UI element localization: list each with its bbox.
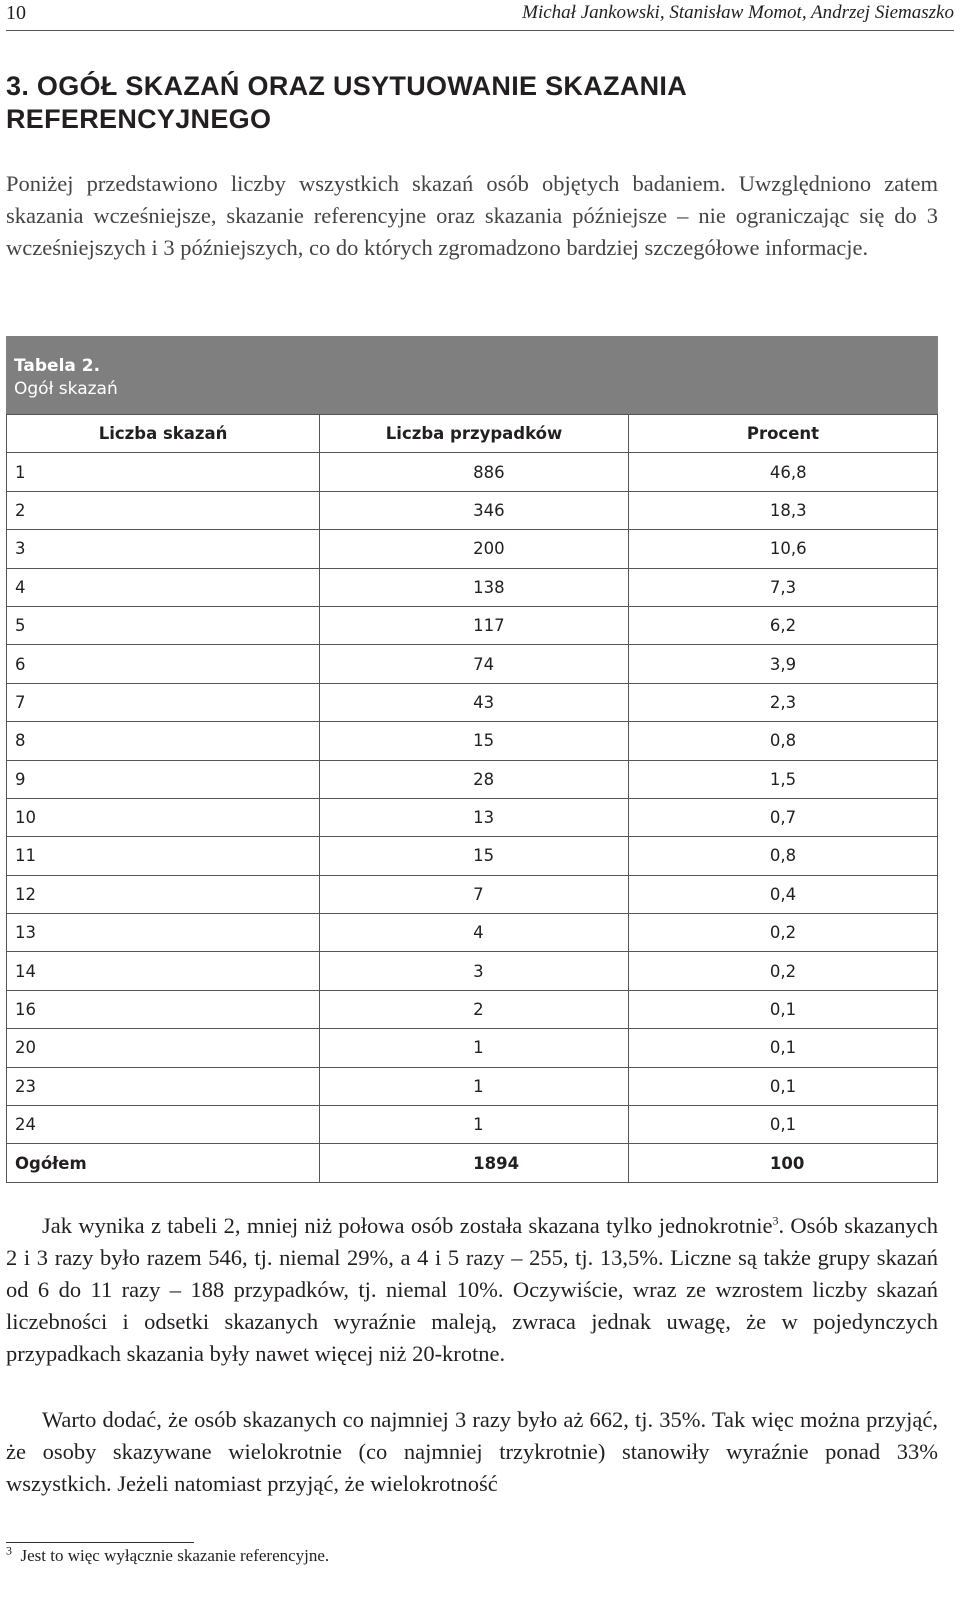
cell-liczba-skazan: 20: [7, 1029, 320, 1067]
cell-procent: [628, 683, 937, 721]
cell-liczba-przypadkow-value: 346: [473, 500, 505, 520]
cell-liczba-przypadkow: [320, 645, 629, 683]
cell-liczba-skazan: 6: [7, 645, 320, 683]
cell-liczba-skazan: 8: [7, 722, 320, 760]
cell-procent: [628, 722, 937, 760]
footnote-ref: 3: [772, 1213, 779, 1228]
cell-liczba-przypadkow: [320, 453, 629, 491]
cell-liczba-skazan: 24: [7, 1106, 320, 1144]
cell-liczba-przypadkow: [320, 683, 629, 721]
body-paragraph-2: Warto dodać, że osób skazanych co najmniej 3 razy było aż 662, tj. 35%. Tak więc można przyjąć, że osoby skazywane wielokrotnie (co najmniej trzykrotnie) stanowiły wyraźnie ponad 33% wszystkich. Jeżeli natomiast przyjąć, że wielokrotność: [6, 1407, 938, 1496]
cell-liczba-skazan: 12: [7, 875, 320, 913]
section-title-line-1: 3. OGÓŁ SKAZAŃ ORAZ USYTUOWANIE SKAZANIA: [6, 71, 688, 101]
cell-procent-value: 0,1: [769, 1000, 797, 1020]
cell-liczba-przypadkow-value: 7: [473, 884, 484, 904]
table-row: [7, 798, 938, 836]
table-total-row: [7, 1144, 938, 1182]
cell-procent-value: 0,1: [769, 1038, 797, 1058]
table-caption: [6, 336, 938, 414]
table-row: [7, 837, 938, 875]
cell-liczba-przypadkow: [320, 606, 629, 644]
section-title-line-2: REFERENCYJNEGO: [6, 104, 272, 134]
data-table: [6, 414, 938, 1183]
cell-procent-value: 7,3: [769, 577, 797, 597]
cell-procent: [628, 914, 937, 952]
footnote: [6, 1543, 330, 1566]
cell-liczba-przypadkow: [320, 1029, 629, 1067]
cell-liczba-skazan: 10: [7, 798, 320, 836]
cell-liczba-skazan: 5: [7, 606, 320, 644]
cell-liczba-skazan: 13: [7, 914, 320, 952]
table-row: [7, 760, 938, 798]
page-header: [6, 0, 954, 31]
cell-liczba-przypadkow: [320, 1106, 629, 1144]
cell-liczba-skazan: 7: [7, 683, 320, 721]
table-label: Tabela 2.: [14, 356, 101, 376]
cell-liczba-przypadkow-value: 1: [473, 1115, 484, 1135]
footnote-mark: 3: [6, 1543, 12, 1558]
cell-liczba-przypadkow-value: 4: [473, 923, 484, 943]
section-title: [6, 70, 936, 136]
cell-liczba-przypadkow-value: 117: [473, 616, 505, 636]
table-row: [7, 683, 938, 721]
cell-liczba-przypadkow-value: 28: [473, 769, 495, 789]
cell-liczba-przypadkow-value: 43: [473, 692, 495, 712]
footnote-rule: [6, 1542, 194, 1543]
cell-procent-value: 0,1: [769, 1115, 797, 1135]
cell-liczba-skazan: 14: [7, 952, 320, 990]
table-row: [7, 952, 938, 990]
body-p1-text-b: . Osób skazanych 2 i 3 razy było razem 546, tj. niemal 29%, a 4 i 5 razy – 255, tj. 13,5%. Liczne są także grupy skazań od 6 do 11 razy – 188 przypadków, tj. niemal 10%. Oczywiście, wraz ze wzrostem liczby skazań liczebności i odsetki skazanych wyraźnie maleją, zwraca jednak uwagę, że w pojedynczych przypadkach skazania były nawet więcej niż 20-krotne.: [6, 1213, 938, 1366]
table-row: [7, 1067, 938, 1105]
cell-liczba-przypadkow-value: 886: [473, 462, 505, 482]
table-row: [7, 1106, 938, 1144]
body-paragraph-1: [6, 1210, 938, 1370]
cell-liczba-przypadkow: [320, 1144, 629, 1182]
table-row: [7, 606, 938, 644]
cell-liczba-przypadkow-value: 3: [473, 961, 484, 981]
table-row: [7, 530, 938, 568]
cell-procent: [628, 1029, 937, 1067]
cell-liczba-przypadkow: [320, 491, 629, 529]
cell-liczba-przypadkow: [320, 530, 629, 568]
header-procent: Procent: [628, 415, 937, 453]
cell-liczba-przypadkow: [320, 798, 629, 836]
cell-liczba-przypadkow: [320, 875, 629, 913]
cell-liczba-skazan: 2: [7, 491, 320, 529]
cell-liczba-skazan: 9: [7, 760, 320, 798]
cell-procent: [628, 1144, 937, 1182]
cell-liczba-przypadkow-value: 15: [473, 731, 495, 751]
cell-procent-value: 1,5: [769, 769, 797, 789]
intro-paragraph: Poniżej przedstawiono liczby wszystkich skazań osób objętych badaniem. Uwzględniono zatem skazania wcześniejsze, skazanie referencyjne oraz skazania późniejsze – nie ograniczając się do 3 wcześniejszych i 3 późniejszych, co do których zgromadzono bardziej szczegółowe informacje.: [6, 171, 938, 260]
header-liczba-skazan: Liczba skazań: [7, 415, 320, 453]
cell-procent-value: 2,3: [769, 692, 797, 712]
cell-procent: [628, 606, 937, 644]
cell-liczba-przypadkow-value: 74: [473, 654, 495, 674]
cell-procent: [628, 1106, 937, 1144]
table-row: [7, 1029, 938, 1067]
cell-procent: [628, 760, 937, 798]
table-body: [7, 453, 938, 1182]
cell-procent-value: 0,7: [769, 808, 797, 828]
table-title: Ogół skazań: [14, 379, 118, 399]
table-row: [7, 491, 938, 529]
cell-liczba-przypadkow: [320, 760, 629, 798]
table-row: [7, 990, 938, 1028]
cell-procent: [628, 837, 937, 875]
cell-procent-value: 0,1: [769, 1076, 797, 1096]
table-row: [7, 875, 938, 913]
header-liczba-przypadkow: Liczba przypadków: [320, 415, 629, 453]
cell-liczba-przypadkow: [320, 914, 629, 952]
cell-liczba-przypadkow: [320, 952, 629, 990]
cell-procent: [628, 530, 937, 568]
cell-procent: [628, 798, 937, 836]
cell-procent: [628, 491, 937, 529]
cell-liczba-skazan: 23: [7, 1067, 320, 1105]
cell-liczba-przypadkow: [320, 837, 629, 875]
cell-procent: [628, 453, 937, 491]
cell-liczba-przypadkow-value: 1: [473, 1076, 484, 1096]
cell-procent-value: 0,2: [769, 961, 797, 981]
cell-liczba-przypadkow-value: 200: [473, 539, 505, 559]
cell-procent-value: 0,8: [769, 846, 797, 866]
table-row: [7, 645, 938, 683]
cell-procent: [628, 952, 937, 990]
cell-procent: [628, 990, 937, 1028]
cell-liczba-skazan: Ogółem: [7, 1144, 320, 1182]
cell-procent-value: 46,8: [769, 462, 807, 482]
cell-procent: [628, 1067, 937, 1105]
cell-liczba-skazan: 11: [7, 837, 320, 875]
table-2: [6, 336, 938, 1182]
table-row: [7, 914, 938, 952]
cell-liczba-przypadkow-value: 1894: [473, 1153, 520, 1173]
cell-procent: [628, 568, 937, 606]
table-row: [7, 453, 938, 491]
cell-procent: [628, 875, 937, 913]
cell-liczba-przypadkow: [320, 990, 629, 1028]
running-head: Michał Jankowski, Stanisław Momot, Andrzej Siemaszko: [522, 2, 954, 23]
cell-liczba-skazan: 1: [7, 453, 320, 491]
cell-liczba-przypadkow: [320, 722, 629, 760]
table-header-row: [7, 415, 938, 453]
cell-liczba-skazan: 4: [7, 568, 320, 606]
cell-liczba-przypadkow-value: 15: [473, 846, 495, 866]
cell-liczba-przypadkow: [320, 568, 629, 606]
cell-liczba-przypadkow-value: 138: [473, 577, 505, 597]
cell-procent-value: 18,3: [769, 500, 807, 520]
cell-liczba-przypadkow-value: 2: [473, 1000, 484, 1020]
cell-procent-value: 100: [769, 1153, 805, 1173]
cell-procent: [628, 645, 937, 683]
page-number: 10: [6, 2, 26, 24]
cell-procent-value: 6,2: [769, 616, 797, 636]
table-row: [7, 722, 938, 760]
cell-liczba-skazan: 16: [7, 990, 320, 1028]
cell-procent-value: 10,6: [769, 539, 807, 559]
cell-liczba-przypadkow-value: 13: [473, 808, 495, 828]
cell-liczba-przypadkow-value: 1: [473, 1038, 484, 1058]
cell-procent-value: 0,2: [769, 923, 797, 943]
footnote-text: Jest to więc wyłącznie skazanie referencyjne.: [20, 1546, 330, 1565]
table-row: [7, 568, 938, 606]
body-p1-text-a: Jak wynika z tabeli 2, mniej niż połowa osób została skazana tylko jednokrotnie: [42, 1213, 773, 1238]
cell-liczba-przypadkow: [320, 1067, 629, 1105]
cell-liczba-skazan: 3: [7, 530, 320, 568]
cell-procent-value: 0,8: [769, 731, 797, 751]
cell-procent-value: 3,9: [769, 654, 797, 674]
cell-procent-value: 0,4: [769, 884, 797, 904]
